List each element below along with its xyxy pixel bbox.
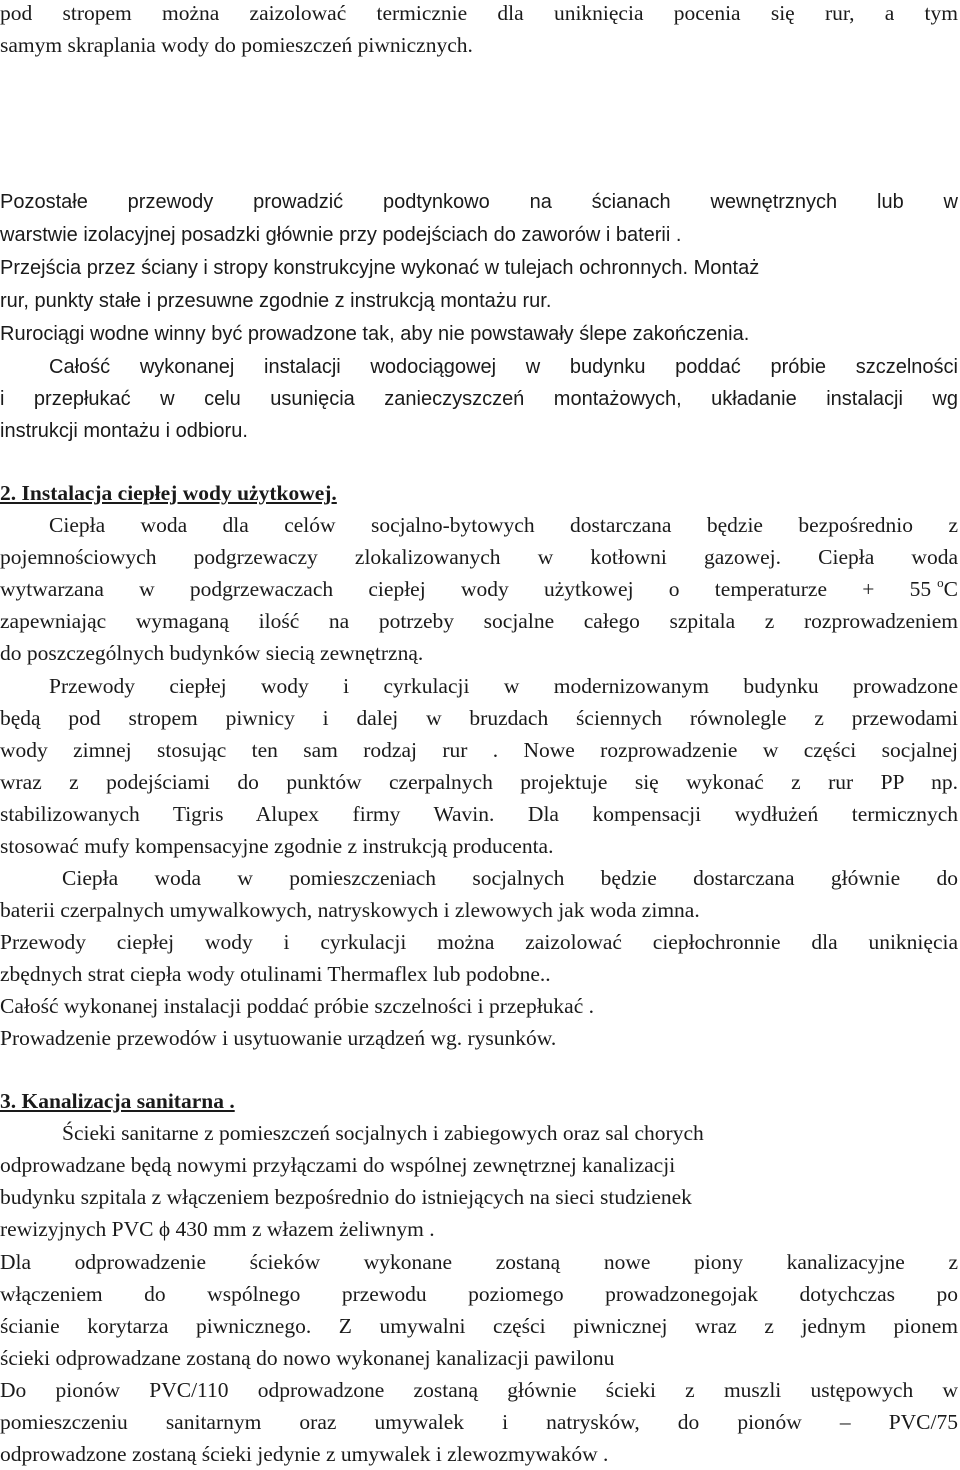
temperature-unit: $^o$C <box>937 575 958 601</box>
text-line: wraz z podejściami do punktów czerpalnych projektuje się wykonać z rur PP np. <box>0 770 958 794</box>
text-line: Całość wykonanej instalacji wodociągowej w budynku poddać próbie szczelności <box>49 356 958 378</box>
text-line: i przepłukać w celu usunięcia zanieczyszczeń montażowych, układanie instalacji wg <box>0 388 958 410</box>
text-line: odprowadzane będą nowymi przyłączami do wspólnej zewnętrznej kanalizacji <box>0 1153 676 1177</box>
text-line: Dla odprowadzenie ścieków wykonane zostaną nowe piony kanalizacyjne z <box>0 1250 958 1274</box>
text-line: Przejścia przez ściany i stropy konstrukcyjne wykonać w tulejach ochronnych. Montaż <box>0 257 760 279</box>
text-line: wytwarzana w podgrzewaczach ciepłej wody użytkowej o temperaturze + 55 <box>0 577 932 601</box>
text-line: zbędnych strat ciepła wody otulinami Thermaflex lub podobne.. <box>0 962 551 986</box>
section-heading: 3. Kanalizacja sanitarna . <box>0 1089 235 1113</box>
text-line: Ciepła woda dla celów socjalno-bytowych dostarczana będzie bezpośrednio z <box>49 513 958 537</box>
text-line: budynku szpitala z włączeniem bezpośrednio do istniejących na sieci studzienek <box>0 1185 692 1209</box>
text-line: włączeniem do wspólnego przewodu poziomego prowadzonegojak dotychczas po <box>0 1282 958 1306</box>
text-line: stosować mufy kompensacyjne zgodnie z instrukcją producenta. <box>0 834 554 858</box>
text-line: Przewody ciepłej wody i cyrkulacji można zaizolować ciepłochronnie dla uniknięcia <box>0 930 958 954</box>
section-heading: 2. Instalacja ciepłej wody użytkowej. <box>0 481 337 505</box>
text-line: Do pionów PVC/110 odprowadzone zostaną głównie ścieki z muszli ustępowych w <box>0 1378 958 1402</box>
text-line: stabilizowanych Tigris Alupex firmy Wavin. Dla kompensacji wydłużeń termicznych <box>0 802 958 826</box>
text-line: rewizyjnych PVC ϕ 430 mm z włazem żeliwnym . <box>0 1217 435 1241</box>
text-line: do poszczególnych budynków siecią zewnętrzną. <box>0 641 424 665</box>
text-line: Rurociągi wodne winny być prowadzone tak, aby nie powstawały ślepe zakończenia. <box>0 323 750 345</box>
text-line: Ścieki sanitarne z pomieszczeń socjalnych i zabiegowych oraz sal chorych <box>62 1121 704 1145</box>
text-line: zapewniając wymaganą ilość na potrzeby socjalne całego szpitala z rozprowadzeniem <box>0 609 958 633</box>
text-line: ścieki odprowadzane zostaną do nowo wykonanej kanalizacji pawilonu <box>0 1346 615 1370</box>
text-line: Ciepła woda w pomieszczeniach socjalnych będzie dostarczana głównie do <box>62 866 958 890</box>
text-line: Prowadzenie przewodów i usytuowanie urządzeń wg. rysunków. <box>0 1026 557 1050</box>
text-line: Pozostałe przewody prowadzić podtynkowo na ścianach wewnętrznych lub w <box>0 191 958 213</box>
text-line: wody zimnej stosując ten sam rodzaj rur . Nowe rozprowadzenie w części socjalnej <box>0 738 958 762</box>
text-line: samym skraplania wody do pomieszczeń piwnicznych. <box>0 33 473 57</box>
text-line: rur, punkty stałe i przesuwne zgodnie z instrukcją montażu rur. <box>0 290 552 312</box>
text-line: baterii czerpalnych umywalkowych, natryskowych i zlewowych jak woda zimna. <box>0 898 700 922</box>
text-line: ścianie korytarza piwnicznego. Z umywalni części piwnicznej wraz z jednym pionem <box>0 1314 958 1338</box>
text-line: pomieszczeniu sanitarnym oraz umywalek i natrysków, do pionów – PVC/75 <box>0 1410 958 1434</box>
text-line: warstwie izolacyjnej posadzki głównie przy podejściach do zaworów i baterii . <box>0 224 682 246</box>
text-line: pod stropem można zaizolować termicznie dla uniknięcia pocenia się rur, a tym <box>0 1 958 25</box>
text-line: instrukcji montażu i odbioru. <box>0 420 248 442</box>
text-line: będą pod stropem piwnicy i dalej w bruzdach ściennych równolegle z przewodami <box>0 706 958 730</box>
text-line: odprowadzone zostaną ścieki jedynie z umywalek i zlewozmywaków . <box>0 1442 609 1466</box>
text-line: pojemnościowych podgrzewaczy zlokalizowanych w kotłowni gazowej. Ciepła woda <box>0 545 958 569</box>
text-line: Przewody ciepłej wody i cyrkulacji w modernizowanym budynku prowadzone <box>49 674 958 698</box>
text-line-temperature <box>0 573 958 605</box>
text-line: Całość wykonanej instalacji poddać próbie szczelności i przepłukać . <box>0 994 595 1018</box>
